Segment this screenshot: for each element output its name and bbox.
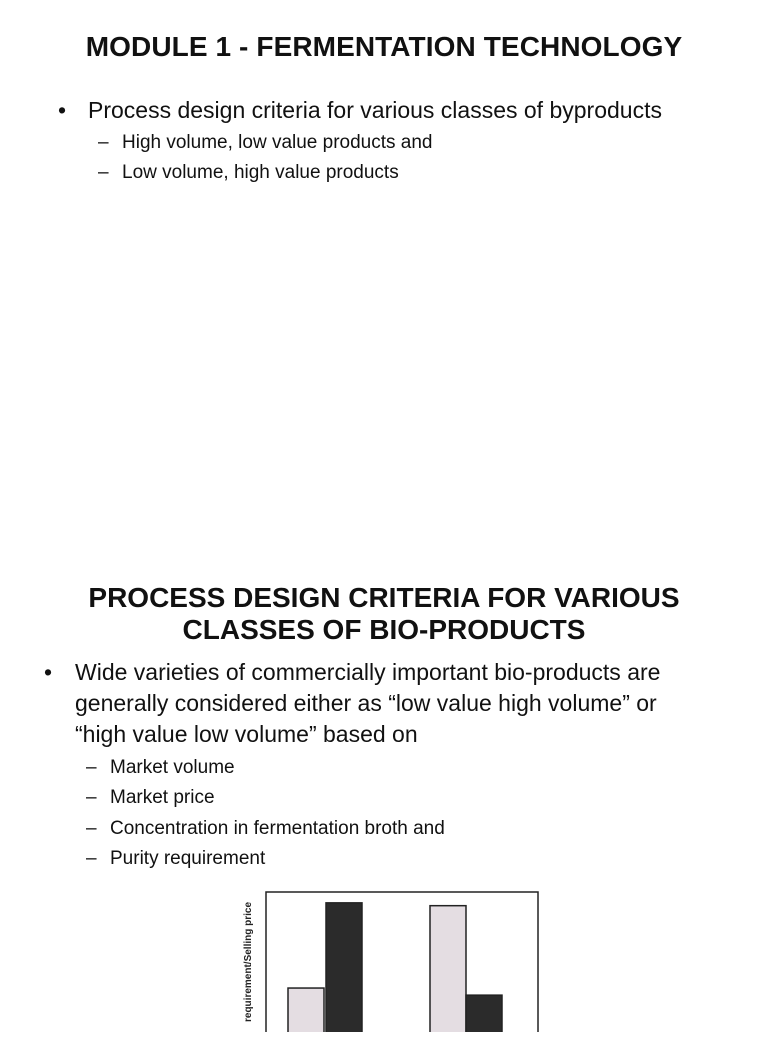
chart-bar — [326, 903, 362, 1032]
bar-chart — [240, 882, 540, 1032]
slide-1-bullet — [58, 96, 748, 124]
dash-glyph: – — [98, 162, 109, 183]
bullet-text: Process design criteria for various classes of byproducts — [88, 97, 662, 123]
sub-item-text: Purity requirement — [110, 848, 266, 869]
bar-chart-svg — [240, 882, 540, 1032]
dash-glyph: – — [86, 757, 97, 778]
dash-glyph: – — [86, 818, 97, 839]
chart-bar — [466, 995, 502, 1032]
dash-glyph: – — [86, 848, 97, 869]
bullet-text-line-3: “high value low volume” based on — [75, 721, 418, 747]
sub-item — [98, 131, 433, 155]
sub-item-text: Low volume, high value products — [122, 162, 399, 183]
sub-item-text: Market volume — [110, 757, 235, 778]
chart-bar — [430, 906, 466, 1032]
dash-glyph: – — [86, 787, 97, 808]
sub-item-text: Market price — [110, 787, 215, 808]
bullet-glyph: • — [44, 659, 53, 685]
y-axis-label: requirement/Selling price — [243, 901, 254, 1022]
bullet-glyph: • — [58, 97, 67, 123]
chart-bar — [288, 988, 324, 1032]
sub-item — [86, 817, 445, 841]
dash-glyph: – — [98, 132, 109, 153]
slide-2-bullet — [44, 657, 744, 750]
slide-2-title-line-1: PROCESS DESIGN CRITERIA FOR VARIOUS — [88, 582, 680, 613]
slide-2-title — [0, 582, 768, 646]
bullet-text-line-2: generally considered either as “low value high volume” or — [75, 690, 657, 716]
sub-item — [86, 847, 265, 871]
sub-item — [86, 756, 235, 780]
slide-1-title: MODULE 1 - FERMENTATION TECHNOLOGY — [85, 31, 683, 62]
slide-2-title-line-2: CLASSES OF BIO-PRODUCTS — [182, 614, 586, 645]
bullet-text-line-1: Wide varieties of commercially important bio-products are — [75, 659, 661, 685]
sub-item — [98, 161, 399, 185]
sub-item — [86, 786, 215, 810]
sub-item-text: Concentration in fermentation broth and — [110, 818, 445, 839]
sub-item-text: High volume, low value products and — [122, 132, 433, 153]
bullet-text — [75, 657, 744, 750]
slide-2 — [0, 570, 768, 1024]
